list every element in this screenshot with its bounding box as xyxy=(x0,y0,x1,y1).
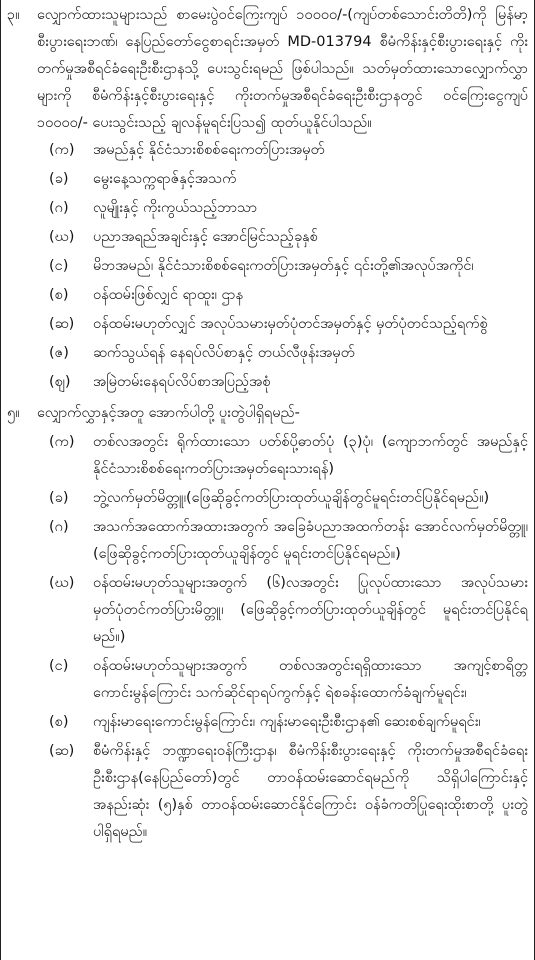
item-text: မွေးနေ့သက္ကရာဇ်နှင့်အသက် xyxy=(93,171,237,187)
item-text: လူမျိုးနှင့် ကိုးကွယ်သည့်ဘာသာ xyxy=(93,200,258,216)
item-label: (ဃ) xyxy=(49,575,75,591)
item-text: စီမံကိန်းနှင့် ဘဏ္ဍာရေးဝန်ကြီးဌာန၊ စီမံကိန်းစီးပွားရေးနှင့် ကိုးတက်မှုအစီရင်ခံရေးဦးစီးဌာန(နေပြည်တော်)တွင် တာဝန်ထမ်းဆောင်ရမည်ကို သိရှိပါကြောင်းနှင့် အနည်းဆုံး (၅)နှစ် တာဝန်ထမ်းဆောင်နိုင်ကြောင်း ဝန်ခံကတိပြုရေးထိုးစာတို့ ပူးတွဲပါရှိရမည်။ xyxy=(93,743,528,840)
list-item xyxy=(37,195,528,222)
list-item xyxy=(37,485,528,512)
item-text: ဝန်ထမ်းမဟုတ်လျှင် အလုပ်သမားမှတ်ပုံတင်အမှတ်နှင့် မှတ်ပုံတင်သည့်ရက်စွဲ xyxy=(93,316,488,332)
section-intro: လျှောက်လွှာနှင့်အတူ အောက်ပါတို့ ပူးတွဲပါရှိရမည်- xyxy=(37,405,300,421)
item-label: (ဆ) xyxy=(49,743,75,759)
item-label: (ဂ) xyxy=(49,519,69,535)
list-item xyxy=(37,224,528,251)
item-label: (င) xyxy=(49,258,69,274)
item-text: ဝန်ထမ်းမဟုတ်သူများအတွက် တစ်လအတွင်းရရှိထားသော အကျင့်စာရိတ္တကောင်းမွန်ကြောင်း သက်ဆိုင်ရာရပ်ကွက်နှင့် ရဲစခန်းထောက်ခံချက်မူရင်း၊ xyxy=(93,658,528,701)
list-item xyxy=(37,253,528,280)
item-text: ကျန်းမာရေးကောင်းမွန်ကြောင်း၊ ကျန်းမာရေးဦးစီးဌာန၏ ဆေးစစ်ချက်မူရင်း၊ xyxy=(93,714,481,730)
item-text: ဝန်ထမ်းဖြစ်လျှင် ရာထူး၊ ဌာန xyxy=(93,287,244,303)
list-item xyxy=(37,514,528,568)
list-item xyxy=(37,738,528,846)
item-label: (စ) xyxy=(49,287,69,303)
section-body xyxy=(37,2,528,398)
item-text: ဆက်သွယ်ရန် နေရပ်လိပ်စာနှင့် တယ်လီဖုန်းအမှတ် xyxy=(93,345,355,361)
item-label: (ဂ) xyxy=(49,200,69,216)
item-text: တစ်လအတွင်း ရိုက်ထားသော ပတ်စ်ပို့ဓာတ်ပုံ (၃)ပုံ၊ (ကျောဘက်တွင် အမည်နှင့် နိုင်ငံသားစိစစ်ရေးကတ်ပြားအမှတ်ရေးသားရန်) xyxy=(93,434,528,477)
section-paragraph: လျှောက်ထားသူများသည် စာမေးပွဲဝင်ကြေးကျပ် ၁၀၀၀၀/-(ကျပ်တစ်သောင်းတိတိ)ကို မြန်မာ့စီးပွားရေးဘဏ်၊ နေပြည်တော်ငွေစာရင်းအမှတ် MD-013794 စီမံကိန်းနှင့်စီးပွားရေးနှင့် ကိုးတက်မှုအစီရင်ခံရေးဦးစီးဌာနသို့ ပေးသွင်းရမည် ဖြစ်ပါသည်။ သတ်မှတ်ထားသောလျှောက်လွှာများကို စီမံကိန်းနှင့်စီးပွားရေးနှင့် ကိုးတက်မှုအစီရင်ခံရေးဦးစီးဌာနတွင် ဝင်ကြေးငွေကျပ် ၁၀၀၀၀/- ပေးသွင်းသည့် ချလန်မူရင်းပြသ၍ ထုတ်ယူနိုင်ပါသည်။ xyxy=(37,7,528,131)
item-text: ဝန်ထမ်းမဟုတ်သူများအတွက် (၆)လအတွင်း ပြုလုပ်ထားသော အလုပ်သမားမှတ်ပုံတင်ကတ်ပြားမိတ္တူ၊ (ဖြေဆိုခွင့်ကတ်ပြားထုတ်ယူချိန်တွင် မူရင်းတင်ပြနိုင်ရမည်။) xyxy=(93,575,528,645)
item-text: ပညာအရည်အချင်းနှင့် အောင်မြင်သည့်ခုနှစ် xyxy=(93,229,318,245)
item-text: အမည်နှင့် နိုင်ငံသားစိစစ်ရေးကတ်ပြားအမှတ် xyxy=(93,142,325,158)
item-label: (စ) xyxy=(49,714,69,730)
required-info-list xyxy=(37,137,528,396)
section-5 xyxy=(7,400,528,848)
item-label: (ဇ) xyxy=(49,345,69,361)
item-label: (က) xyxy=(49,434,75,450)
list-item xyxy=(37,429,528,483)
list-item xyxy=(37,311,528,338)
attachments-list xyxy=(37,429,528,846)
item-label: (ခ) xyxy=(49,171,69,187)
list-item xyxy=(37,369,528,396)
item-text: ဘွဲ့လက်မှတ်မိတ္တူ၊(ဖြေဆိုခွင့်ကတ်ပြားထုတ်ယူချိန်တွင်မူရင်းတင်ပြနိုင်ရမည်။) xyxy=(93,490,490,506)
item-label: (င) xyxy=(49,658,69,674)
item-text: မိဘအမည်၊ နိုင်ငံသားစိစစ်ရေးကတ်ပြားအမှတ်နှင့် ၎င်းတို့၏အလုပ်အကိုင်၊ xyxy=(93,258,474,274)
list-item xyxy=(37,282,528,309)
section-number: ၅။ xyxy=(7,405,20,421)
item-label: (ဆ) xyxy=(49,316,75,332)
item-text: အသက်အထောက်အထားအတွက် အခြေခံပညာအထက်တန်း အောင်လက်မှတ်မိတ္တူ၊(ဖြေဆိုခွင့်ကတ်ပြားထုတ်ယူချိန်တွင် မူရင်းတင်ပြနိုင်ရမည်။) xyxy=(93,519,528,562)
section-3 xyxy=(7,2,528,398)
list-item xyxy=(37,653,528,707)
item-label: (ဈ) xyxy=(49,374,71,390)
item-label: (က) xyxy=(49,142,75,158)
list-item xyxy=(37,166,528,193)
item-label: (ဃ) xyxy=(49,229,75,245)
section-body xyxy=(37,400,528,848)
section-number: ၃။ xyxy=(7,7,20,23)
item-label: (ခ) xyxy=(49,490,69,506)
list-item xyxy=(37,340,528,367)
list-item xyxy=(37,570,528,651)
item-text: အမြဲတမ်းနေရပ်လိပ်စာအပြည့်အစုံ xyxy=(93,374,271,390)
list-item xyxy=(37,709,528,736)
list-item xyxy=(37,137,528,164)
